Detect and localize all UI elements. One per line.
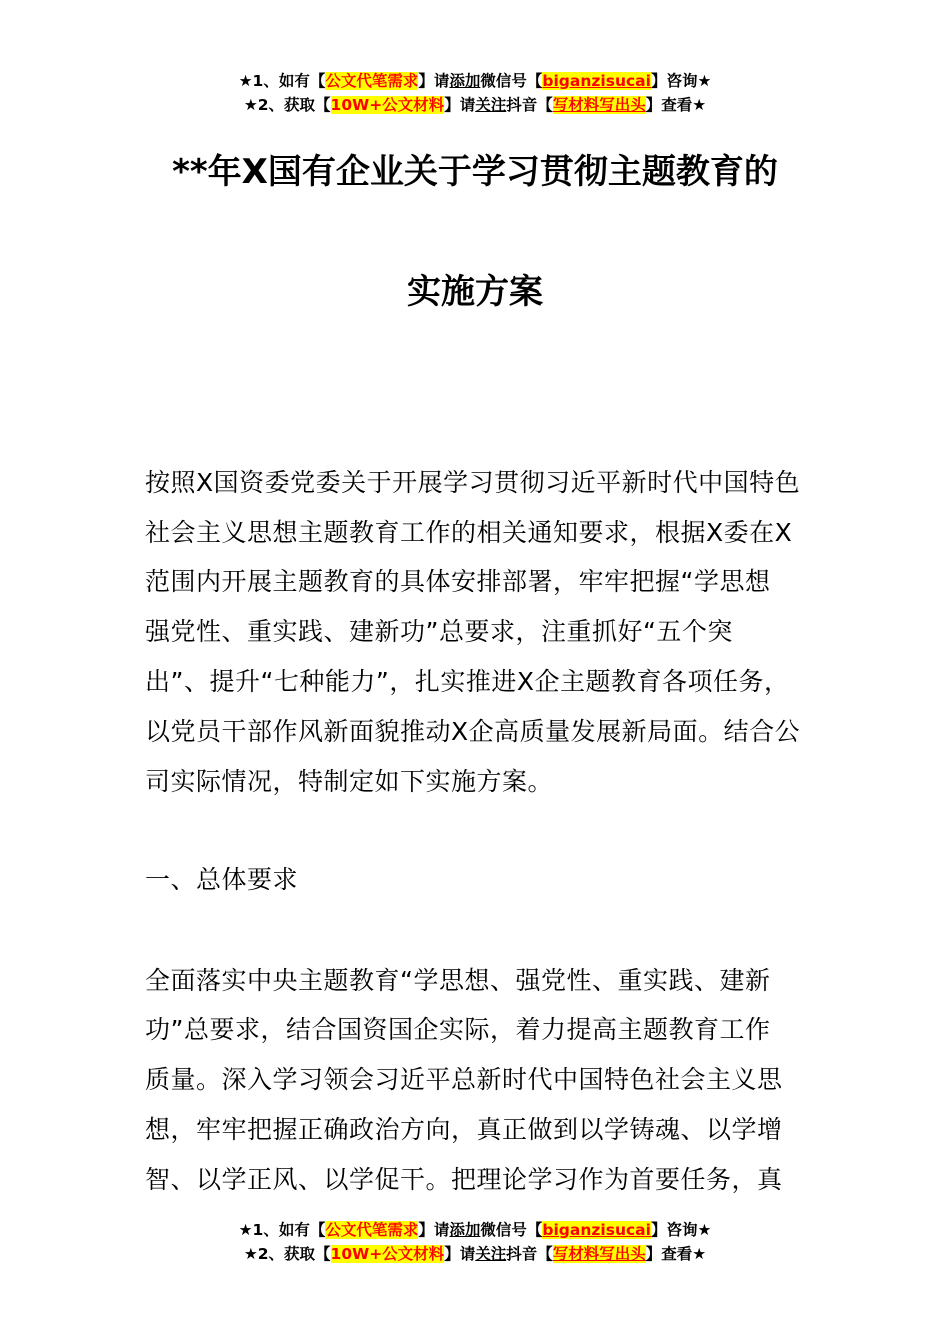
top-banner-line1 <box>0 70 950 92</box>
banner-underline: 添加 <box>449 72 481 90</box>
banner-text: 微信号【 <box>480 1221 543 1239</box>
banner-text: 】查看★ <box>645 1245 707 1263</box>
paragraph-1-line: 以党员干部作风新面貌推动X企高质量发展新局面。结合公 <box>145 717 801 746</box>
banner-text: 】请 <box>444 1245 476 1263</box>
paragraph-2-line: 质量。深入学习领会习近平总新时代中国特色社会主义思 <box>145 1065 783 1094</box>
banner-underline: 关注 <box>475 1245 507 1263</box>
bottom-banner-line1 <box>0 1219 950 1241</box>
paragraph-1-line: 按照X国资委党委关于开展学习贯彻习近平新时代中国特色 <box>145 468 801 497</box>
banner-text: ★2、获取【 <box>243 96 331 114</box>
banner-underline: 添加 <box>449 1221 481 1239</box>
banner-text: 】查看★ <box>645 96 707 114</box>
banner-underline: 关注 <box>475 96 507 114</box>
banner-text: 】咨询★ <box>650 1221 712 1239</box>
wechat-id: biganzisucai <box>542 1221 651 1239</box>
banner-text: 】请 <box>444 96 476 114</box>
banner-highlight: 10W+公文材料 <box>330 1245 445 1263</box>
douyin-id: 写材料写出头 <box>552 96 646 114</box>
banner-text: 抖音【 <box>506 96 553 114</box>
document-title-line1: **年X国有企业关于学习贯彻主题教育的 <box>172 152 778 192</box>
paragraph-1-line: 范围内开展主题教育的具体安排部署，牢牢把握“学思想 <box>145 567 771 596</box>
wechat-id: biganzisucai <box>542 72 651 90</box>
banner-text: ★1、如有【 <box>238 1221 326 1239</box>
paragraph-1-line: 社会主义思想主题教育工作的相关通知要求，根据X委在X <box>145 518 793 547</box>
banner-highlight: 公文代笔需求 <box>325 72 419 90</box>
paragraph-2-line: 智、以学正风、以学促干。把理论学习作为首要任务，真 <box>145 1165 783 1194</box>
paragraph-2-line: 全面落实中央主题教育“学思想、强党性、重实践、建新 <box>145 966 771 995</box>
banner-text: ★1、如有【 <box>238 72 326 90</box>
document-title-line2: 实施方案 <box>407 272 543 312</box>
section-heading: 一、总体要求 <box>145 865 299 894</box>
paragraph-1-line: 司实际情况，特制定如下实施方案。 <box>145 767 554 796</box>
banner-text: 】咨询★ <box>650 72 712 90</box>
banner-highlight: 公文代笔需求 <box>325 1221 419 1239</box>
banner-text: 】请 <box>418 1221 450 1239</box>
banner-text: 】请 <box>418 72 450 90</box>
paragraph-1-line: 强党性、重实践、建新功”总要求，注重抓好“五个突 <box>145 617 733 646</box>
paragraph-2-line: 功”总要求，结合国资国企实际，着力提高主题教育工作 <box>145 1015 771 1044</box>
banner-text: 微信号【 <box>480 72 543 90</box>
banner-highlight: 10W+公文材料 <box>330 96 445 114</box>
paragraph-1-line: 出”、提升“七种能力”，扎实推进X企主题教育各项任务， <box>145 667 790 696</box>
douyin-id: 写材料写出头 <box>552 1245 646 1263</box>
banner-text: 抖音【 <box>506 1245 553 1263</box>
banner-text: ★2、获取【 <box>243 1245 331 1263</box>
top-banner-line2 <box>0 94 950 116</box>
bottom-banner-line2 <box>0 1243 950 1265</box>
paragraph-2-line: 想，牢牢把握正确政治方向，真正做到以学铸魂、以学增 <box>145 1115 783 1144</box>
